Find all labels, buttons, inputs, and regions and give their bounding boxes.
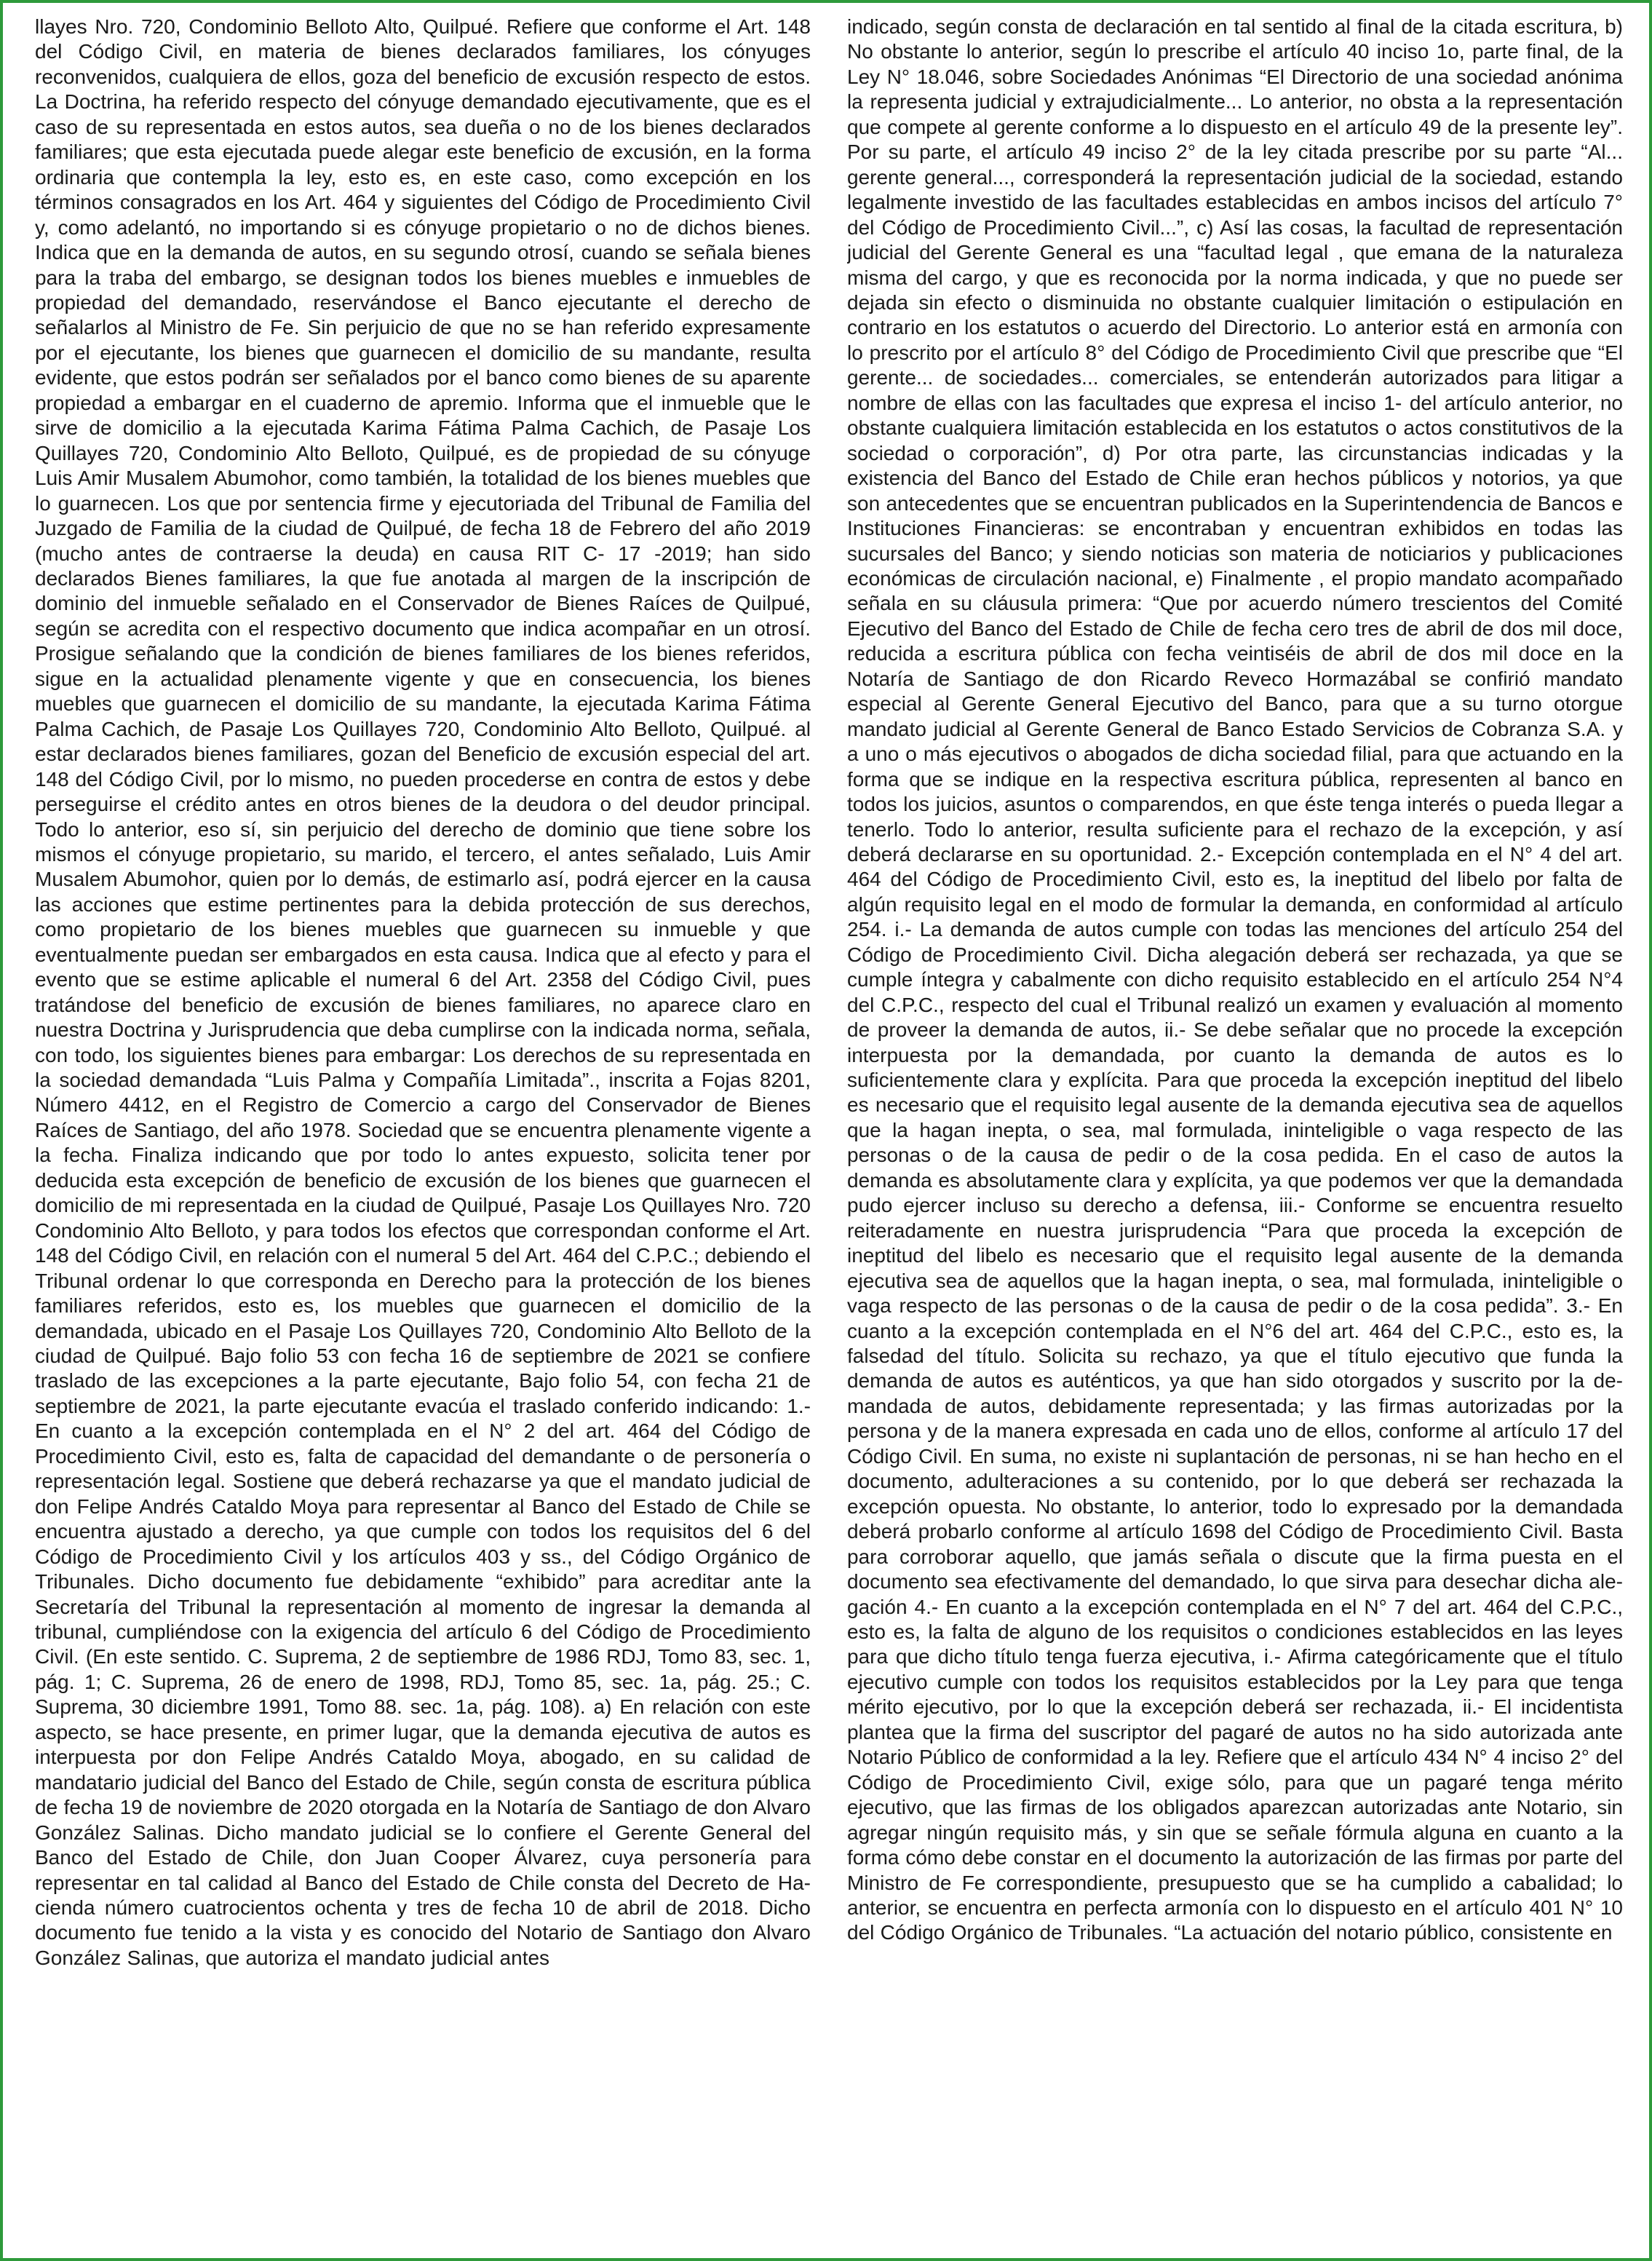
right-column-text: indicado, según consta de declaración en tal sentido al final de la citada escritura, b) No obstante lo anterior, según lo prescribe el artículo 40 inciso 1o, parte final, de la Ley N° 18.046, sobre Sociedades Anónimas “El Directorio de una sociedad anónima la representa judicial y extrajudicialmente... Lo anterior, no obsta a la representación que compete al gerente conforme a lo dispuesto en el artículo 49 de la presente ley”. Por su parte, el artículo 49 inciso 2° de la ley citada prescribe por su parte “Al... gerente general..., corresponderá la representación judicial de la sociedad, estando legalmente investido de las facultades establecidas en ambos incisos del artículo 7° del Código de Procedimiento Civil...”, c) Así las cosas, la facultad de representación judicial del Gerente General es una “facultad legal , que emana de la naturaleza misma del cargo, y que es reconocida por la norma indicada, y que no puede ser dejada sin efecto o disminuida no obstante cualquier limitación o estipulación en contrario en los estatutos o acuerdo del Directorio. Lo anterior está en armonía con lo prescrito por el artículo 8° del Código de Procedimiento Civil que prescribe que “El gerente... de sociedades... comerciales, se entenderán autorizados para litigar a nombre de ellas con las facultades que expresa el inciso 1- del artículo anterior, no obstante cualquiera limitación establecida en los estatutos o actos constitutivos de la sociedad o corporación”, d) Por otra parte, las circunstancias indicadas y la existencia del Banco del Estado de Chile eran hechos públicos y notorios, ya que son antecedentes que se encuentran publicados en la Superintendencia de Bancos e Instituciones Financieras: se encontraban y encuentran exhibidos en todas las sucursales del Banco; y siendo noticias son materia de noticiarios y publicaciones económicas de circulación nacional, e) Finalmente , el propio mandato acompañado señala en su cláusula primera: “Que por acuerdo número trescientos del Comité Ejecutivo del Banco del Estado de Chile de fecha cero tres de abril de dos mil doce, reducida a escritura pública con fecha veintiséis de abril de dos mil doce en la Notaría de Santiago de don Ricardo Reveco Hormazábal se confirió mandato especial al Gerente General Ejecutivo del Banco, para que a su turno otorgue mandato judicial al Gerente General de Banco Estado Servicios de Cobranza S.A. y a uno o más ejecutivos o abogados de dicha sociedad filial, para que actuando en la forma que se indique en la respectiva escritura pública, representen al banco en todos los juicios, asuntos o comparendos, en que éste tenga interés o pueda llegar a tenerlo. Todo lo anterior, resulta suficiente para el rechazo de la excepción, y así deberá declararse en su oportunidad. 2.- Excepción contemplada en el N° 4 del art. 464 del Código de Procedimiento Civil, esto es, la ineptitud del libelo por falta de algún requisito legal en el modo de formular la demanda, en conformidad al artículo 254. i.- La demanda de autos cumple con todas las menciones del artículo 254 del Código de Procedimiento Civil. Dicha alegación deberá ser rechazada, ya que se cumple íntegra y cabalmente con dicho requisito establecido en el artículo 254 N°4 del C.P.C., respecto del cual el Tribunal realizó un examen y evaluación al momento de proveer la demanda de autos, ii.- Se debe señalar que no procede la excepción interpuesta por la demandada, por cuanto la demanda de autos es lo suficientemente clara y explícita. Para que proceda la excepción ineptitud del libelo es necesario que el requisito legal ausente de la demanda ejecutiva sea de aquellos que la hagan inepta, o sea, mal formulada, ininteligible o vaga respecto de las personas o de la causa de pedir o de la cosa pedida. En el caso de autos la demanda es absolutamente clara y explícita, ya que podemos ver que la demandada pudo ejercer incluso su derecho a defensa, iii.- Conforme se encuentra resuelto reiteradamente en nuestra jurisprudencia “Para que proceda la excepción de ineptitud del libelo es necesario que el requisito legal ausente de la demanda ejecutiva sea de aquellos que la hagan inepta, o sea, mal formulada, ininteligible o vaga respecto de las personas o de la causa de pedir o de la cosa pedida”. 3.- En cuanto a la excepción contemplada en el N°6 del art. 464 del C.P.C., esto es, la falsedad del título. Solicita su rechazo, ya que el título ejecutivo que funda la demanda de autos es auténticos, ya que han sido otorgados y suscrito por la demandada de autos, debidamente representada; y las firmas autorizadas por la persona y de la manera expresada en cada uno de ellos, conforme al artículo 17 del Código Civil. En suma, no existe ni suplantación de personas, ni se han hecho en el documento, adulteraciones a su contenido, por lo que deberá ser rechazada la excepción opuesta. No obstante, lo anterior, todo lo expresado por la demandada deberá probarlo conforme al artículo 1698 del Código de Procedimiento Civil. Basta para corroborar aquello, que jamás señala o discute que la firma puesta en el documento sea efectivamente del demandado, lo que sirva para desechar dicha alegación 4.- En cuanto a la excepción contemplada en el N° 7 del art. 464 del C.P.C., esto es, la falta de alguno de los requisitos o condiciones establecidos en las leyes para que dicho título tenga fuerza ejecutiva, i.- Afirma categóricamente que el título ejecutivo cumple con todos los requisitos establecidos por la Ley para que tenga mérito ejecutivo, por lo que la excepción deberá ser rechazada, ii.- El incidentista plantea que la firma del suscriptor del pagaré de autos no ha sido autorizada ante Notario Público de conformidad a la ley. Refiere que el artículo 434 N° 4 inciso 2° del Código de Procedimiento Civil, exige sólo, para que un pagaré tenga mérito ejecutivo, que las firmas de los obligados aparezcan autorizadas ante Notario, sin agregar ningún requisito más, y sin que se señale fórmula alguna en cuanto a la forma cómo debe constar en el documento la autorización de las firmas por parte del Ministro de Fe correspondiente, presupuesto que se ha cumplido a cabalidad; lo anterior, se encuentra en perfecta armonía con lo dispuesto en el artículo 401 N° 10 del Código Orgánico de Tribunales. “La actuación del notario público, consistente en bbox=[847, 15, 1623, 1944]
right-column bbox=[847, 15, 1623, 2252]
left-column-text: llayes Nro. 720, Condominio Belloto Alto, Quilpué. Refiere que conforme el Art. 148 del Código Civil, en materia de bienes declarados familiares, los cónyuges reconvenidos, cualquiera de ellos, goza del beneficio de excusión respecto de estos. La Doctrina, ha referido respecto del cónyuge demandado ejecutivamente, que es el caso de su representada en estos autos, sea dueña o no de los bienes declarados familiares; que esta ejecutada puede alegar este beneficio de excusión, en la forma ordinaria que contempla la ley, esto es, en este caso, como excepción en los términos consagrados en los Art. 464 y siguientes del Código de Procedimiento Civil y, como adelantó, no importando si es cónyuge propietario o no de dichos bienes. Indica que en la demanda de autos, en su segundo otrosí, cuando se señala bienes para la traba del embargo, se designan todos los bienes muebles e inmuebles de propiedad del demandado, reservándose el Banco ejecutante el derecho de señalarlos al Ministro de Fe. Sin perjuicio de que no se han referido expresamente por el ejecutante, los bienes que guarnecen el domicilio de su mandante, resulta evidente, que estos podrán ser señalados por el banco como bienes de su aparente propiedad a embargar en el cuaderno de apremio. Informa que el inmueble que le sirve de domicilio a la ejecutada Karima Fátima Palma Cachich, de Pasaje Los Quillayes 720, Condominio Alto Belloto, Quilpué, es de propiedad de su cónyuge Luis Amir Musalem Abumohor, como también, la totalidad de los bienes muebles que lo guarnecen. Los que por sentencia firme y ejecutoriada del Tribunal de Familia del Juzgado de Familia de la ciudad de Quilpué, de fecha 18 de Febrero del año 2019 (mucho antes de contraerse la deuda) en causa RIT C- 17 -2019; han sido declarados Bienes familiares, la que fue anotada al margen de la inscripción de dominio del inmueble señalado en el Conservador de Bienes Raíces de Quilpué, según se acredita con el respectivo documento que indica acompañar en un otrosí. Prosigue señalando que la condición de bienes familiares de los bienes referidos, sigue en la actualidad plenamente vigente y que en consecuencia, los bienes muebles que guarnecen el domicilio de su mandante, la ejecutada Karima Fátima Palma Cachich, de Pasaje Los Quillayes 720, Condominio Alto Belloto, Quilpué. al estar declarados bienes familiares, gozan del Beneficio de excusión especial del art. 148 del Código Civil, por lo mismo, no pueden procederse en contra de estos y debe perseguirse el crédito antes en otros bienes de la deudora o del deudor principal. Todo lo anterior, eso sí, sin perjuicio del derecho de dominio que tiene sobre los mismos el cónyuge propietario, su marido, el tercero, el antes señalado, Luis Amir Musalem Abumohor, quien por lo demás, de estimarlo así, podrá ejercer en la causa las acciones que estime pertinentes para la debida protección de sus derechos, como propietario de los bienes muebles que guarnecen su inmueble y que eventualmente puedan ser embargados en esta causa. Indica que al efecto y para el evento que se estime aplicable el numeral 6 del Art. 2358 del Código Civil, pues tratándose del beneficio de excusión de bienes familiares, no aparece claro en nuestra Doctrina y Jurisprudencia que deba cumplirse con la indicada norma, señala, con todo, los siguientes bienes para embargar: Los derechos de su representada en la sociedad demandada “Luis Palma y Compañía Limitada”., inscrita a Fojas 8201, Número 4412, en el Registro de Comercio a cargo del Conservador de Bienes Raíces de Santiago, del año 1978. Sociedad que se encuentra plenamente vigente a la fecha. Finaliza indicando que por todo lo antes expuesto, solicita tener por deducida esta excepción de beneficio de excusión de los bienes que guarnecen el domicilio de mi representada en la ciudad de Quilpué, Pasaje Los Quillayes Nro. 720 Condominio Alto Belloto, y para todos los efectos que correspondan conforme el Art. 148 del Código Civil, en relación con el numeral 5 del Art. 464 del C.P.C.; debiendo el Tribunal ordenar lo que corresponda en Derecho para la protección de los bienes familiares referidos, esto es, los muebles que guarnecen el domicilio de la demandada, ubicado en el Pasaje Los Quillayes 720, Condominio Alto Belloto de la ciudad de Quilpué. Bajo folio 53 con fecha 16 de septiembre de 2021 se confiere traslado de las excepciones a la parte ejecutante, Bajo folio 54, con fecha 21 de septiembre de 2021, la parte ejecutante evacúa el traslado conferido indicando: 1.- En cuanto a la excepción contemplada en el N° 2 del art. 464 del Código de Procedimiento Civil, esto es, falta de capacidad del demandante o de personería o representación legal. Sostiene que deberá rechazarse ya que el mandato judicial de don Felipe Andrés Cataldo Moya para representar al Banco del Estado de Chile se encuentra ajustado a derecho, ya que cumple con todos los requisitos del 6 del Código de Procedimiento Civil y los artículos 403 y ss., del Código Orgánico de Tribunales. Dicho documento fue debidamente “exhibido” para acreditar ante la Secretaría del Tribunal la representación al momento de ingresar la demanda al tribunal, cumpliéndose con la exigencia del artículo 6 del Código de Procedimiento Civil. (En este sentido. C. Suprema, 2 de septiembre de 1986 RDJ, Tomo 83, sec. 1, pág. 1; C. Suprema, 26 de enero de 1998, RDJ, Tomo 85, sec. 1a, pág. 25.; C. Suprema, 30 diciembre 1991, Tomo 88. sec. 1a, pág. 108). a) En relación con este aspecto, se hace presente, en primer lugar, que la demanda ejecutiva de autos es interpuesta por don Felipe Andrés Cataldo Moya, abogado, en su calidad de mandatario judicial del Banco del Estado de Chile, según consta de escritura pública de fecha 19 de noviembre de 2020 otorgada en la Notaría de Santiago de don Alvaro González Salinas. Dicho mandato judicial se lo confiere el Gerente General del Banco del Estado de Chile, don Juan Cooper Álvarez, cuya personería para representar en tal calidad al Banco del Estado de Chile consta del Decreto de Hacienda número cuatrocientos ochenta y tres de fecha 10 de abril de 2018. Dicho documento fue tenido a la vista y es conocido del Notario de Santiago don Alvaro González Salinas, que autoriza el mandato judicial antes bbox=[35, 15, 811, 1969]
left-column bbox=[35, 15, 811, 2252]
